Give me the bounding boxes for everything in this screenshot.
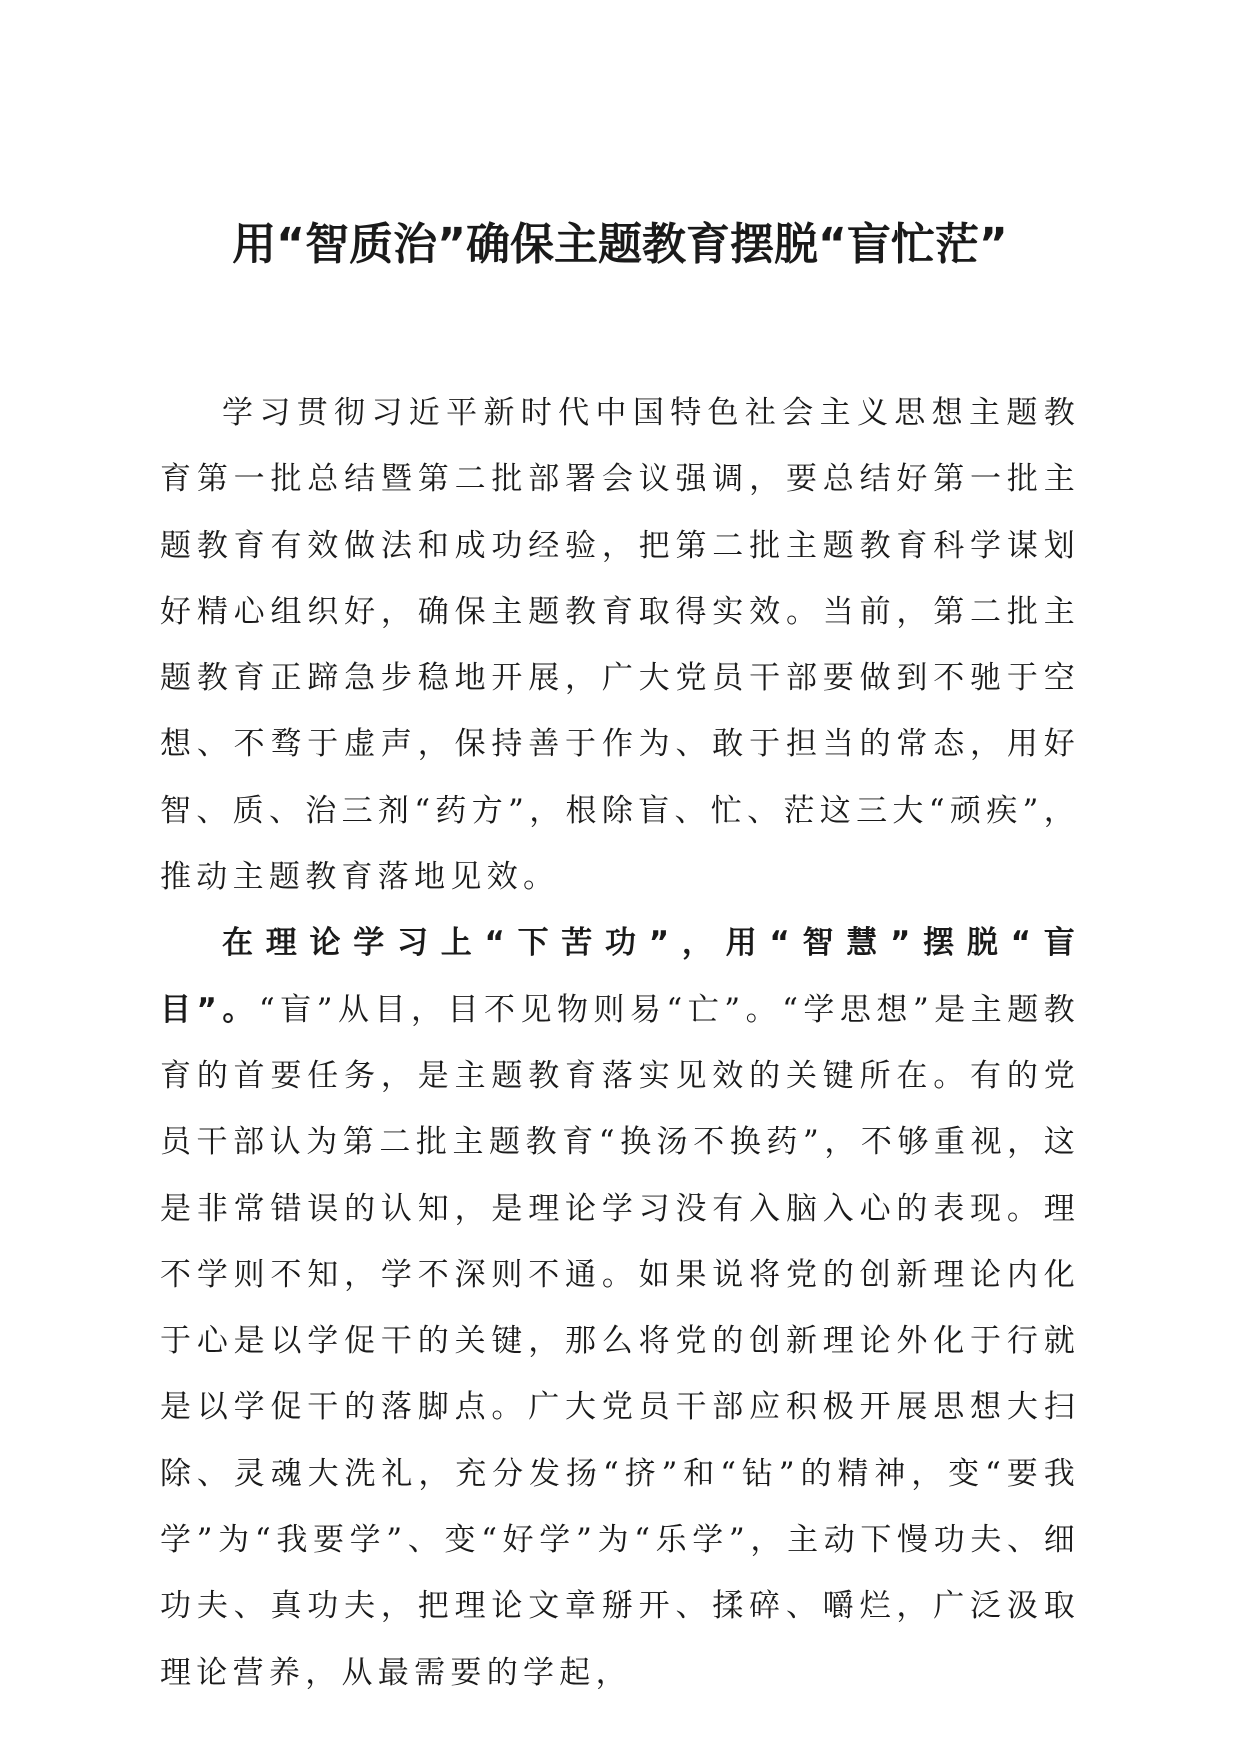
paragraph-theory-study-text: “盲”从目，目不见物则易“亡”。“学思想”是主题教育的首要任务，是主题教育落实见效的关键所在。有的党员干部认为第二批主题教育“换汤不换药”，不够重视，这是非常错误的认知，是理论学习没有入脑入心的表现。理不学则不知，学不深则不通。如果说将党的创新理论内化于心是以学促干的关键，那么将党的创新理论外化于行就是以学促干的落脚点。广大党员干部应积极开展思想大扫除、灵魂大洗礼，充分发扬“挤”和“钻”的精神，变“要我学”为“我要学”、变“好学”为“乐学”，主动下慢功夫、细功夫、真功夫，把理论文章掰开、揉碎、嚼烂，广泛汲取理论营养，从最需要的学起， [160,991,1080,1691]
paragraph-theory-study-heading: 在理论学习上“下苦功”，用“智慧”摆脱“盲目”。 [160,925,1080,1028]
paragraph-theory-study [160,910,1080,1706]
paragraph-intro [160,380,1080,910]
document-title: 用“智质治”确保主题教育摆脱“盲忙茫” [232,219,1008,270]
paragraph-intro-text: 学习贯彻习近平新时代中国特色社会主义思想主题教育第一批总结暨第二批部署会议强调，要总结好第一批主题教育有效做法和成功经验，把第二批主题教育科学谋划好精心组织好，确保主题教育取得实效。当前，第二批主题教育正蹄急步稳地开展，广大党员干部要做到不驰于空想、不骛于虚声，保持善于作为、敢于担当的常态，用好智、质、治三剂“药方”，根除盲、忙、茫这三大“顽疾”，推动主题教育落地见效。 [160,395,1080,896]
document-body [160,380,1080,1706]
